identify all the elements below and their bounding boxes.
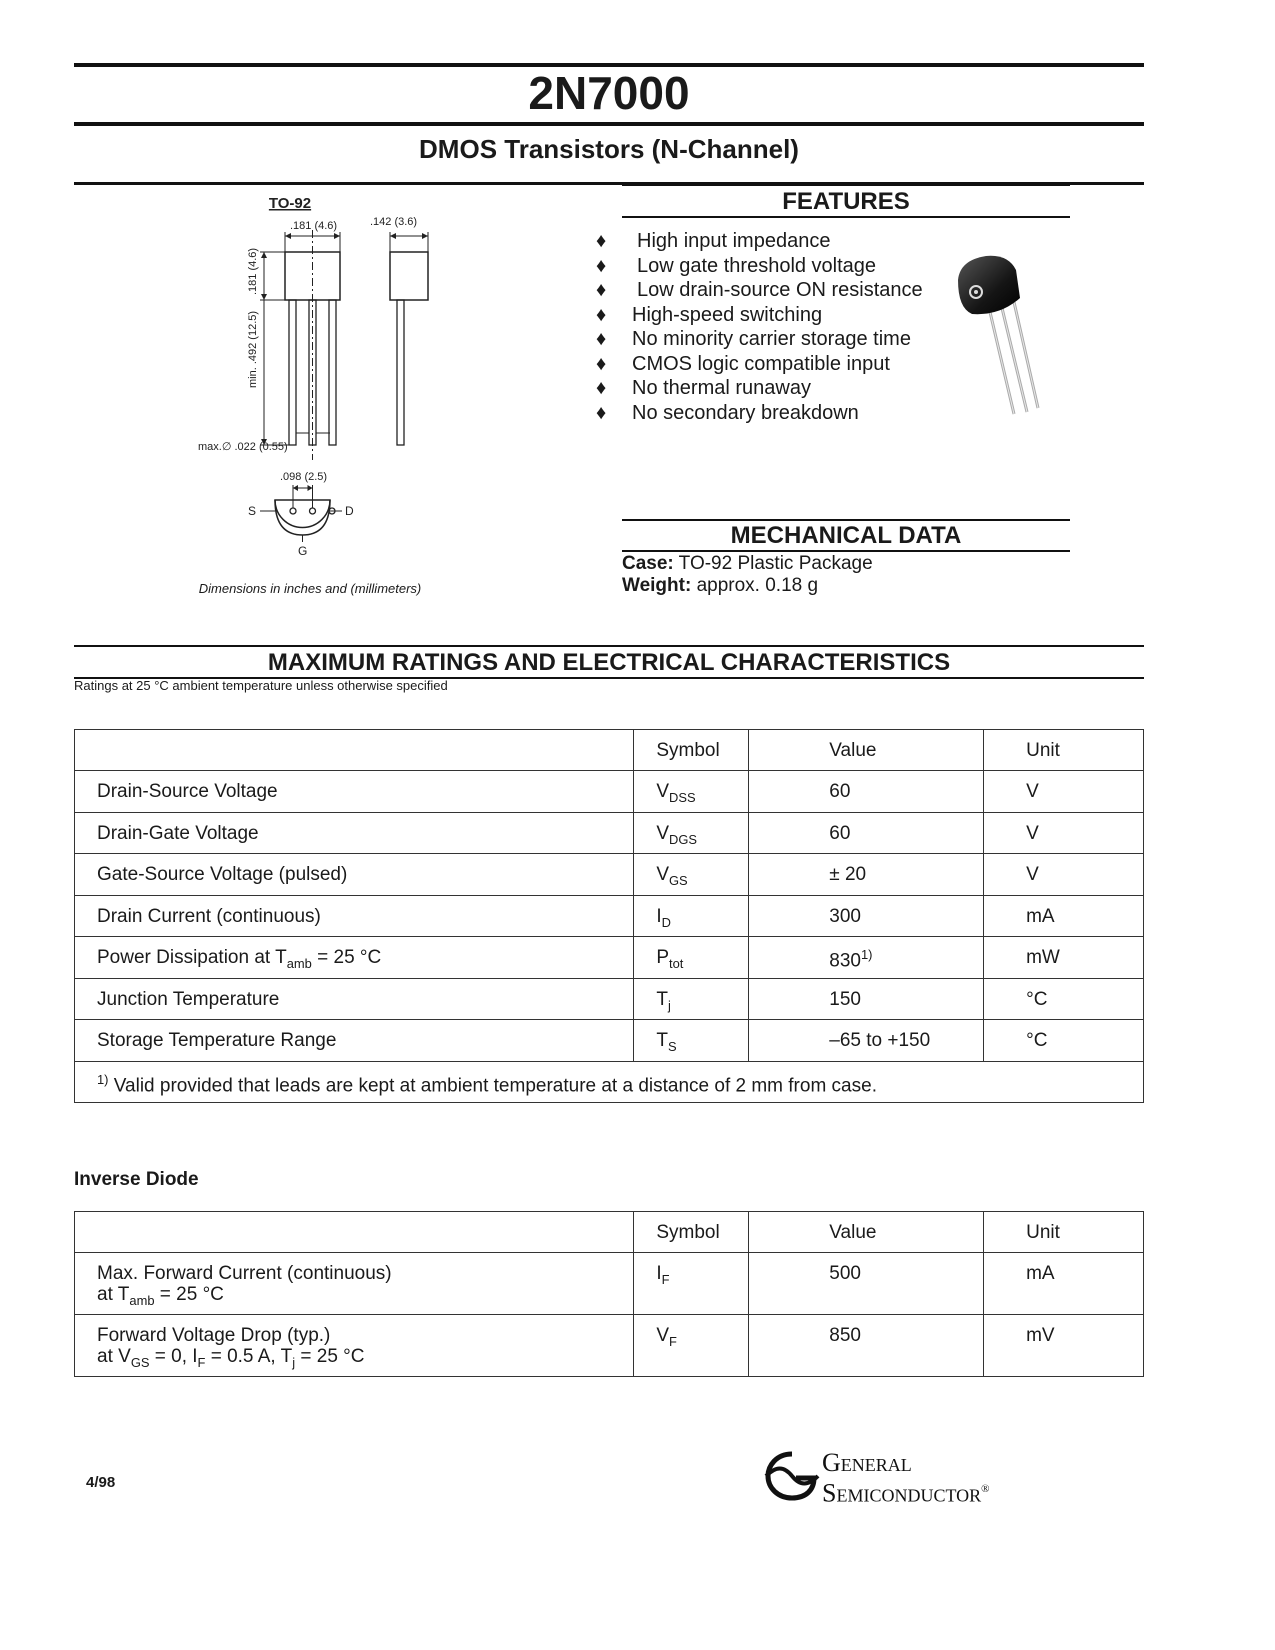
pin-d-label: D [345,504,354,518]
inverse-diode-table [74,1211,1144,1377]
table-cell [75,1212,634,1253]
to92-package-drawing [190,190,490,630]
mechanical-top-rule [622,519,1070,521]
dim-pitch-label: .098 (2.5) [280,471,328,483]
table-row: Max. Forward Current (continuous) at $T_{amb} = 25$ °C $I_F$ 500 mA [75,1253,1144,1315]
weight-line [622,575,818,597]
diamond-bullet-icon: ♦ [596,230,607,252]
case-line [622,553,873,575]
table-row: Drain-Gate Voltage $V_{DGS}$ 60 V [75,812,1144,854]
column-header-symbol: Symbol [634,1212,749,1253]
transistor-photo-icon [950,252,1050,424]
diamond-bullet-icon: ♦ [596,254,607,277]
feature-item: ♦ No thermal runaway [596,377,811,399]
table-row: Drain-Source Voltage $V_{DSS}$ 60 V [75,771,1144,813]
dim-width-label: .181 (4.6) [290,220,338,232]
feature-item: ♦ Low drain-source ON resistance [596,279,923,301]
diamond-bullet-icon: ♦ [596,401,607,424]
footnote-mark: 1) [97,1071,109,1087]
diamond-bullet-icon: ♦ [596,279,607,301]
dim-lead-dia-label: max.∅ .022 (0.55) [198,441,288,453]
column-header-unit: Unit [984,1212,1144,1253]
dim-height-label: .181 (4.6) [247,247,259,295]
table-cell [75,730,634,771]
brand-line-1: General [822,1448,912,1477]
column-header-unit: Unit [984,730,1144,771]
feature-item: ♦ High-speed switching [596,303,823,326]
feature-item: ♦ No secondary breakdown [596,401,859,424]
diamond-bullet-icon: ♦ [596,328,607,350]
table-row: Junction Temperature $T_j$ 150 °C [75,978,1144,1020]
date-code: 4/98 [86,1474,116,1491]
ratings-top-rule [74,645,1144,647]
ratings-table [74,729,1144,1103]
brand-line-2: Semiconductor [822,1478,982,1508]
pin-g-label: G [298,544,308,558]
package-label: TO-92 [268,195,312,212]
feature-item: ♦ No minority carrier storage time [596,328,911,350]
table-row: Gate-Source Voltage (pulsed) $V_{GS}$ ± 20 V [75,854,1144,896]
title-rule [74,122,1144,126]
case-value: TO-92 Plastic Package [673,553,873,574]
ratings-heading: MAXIMUM RATINGS AND ELECTRICAL CHARACTERISTICS [267,649,951,676]
table-row: Power Dissipation at $T_{amb} = 25$ °C $P_{tot}$ 830$^{1)}$ mW [75,937,1144,979]
pin-s-label: S [248,504,257,518]
feature-item: ♦ CMOS logic compatible input [596,352,890,375]
dim-lead-length-label: min. .492 (12.5) [247,310,259,388]
features-heading: FEATURES [782,188,910,215]
diamond-bullet-icon: ♦ [596,377,607,399]
case-label: Case: [622,553,674,574]
table-row: Storage Temperature Range $T_S$ –65 to +150 °C [75,1020,1144,1062]
features-top-rule [622,184,1070,186]
subtitle: DMOS Transistors (N-Channel) [419,134,799,164]
footnote-text: Valid provided that leads are kept at ambient temperature at a distance of 2 mm from case. [108,1074,877,1096]
mechanical-bottom-rule [622,550,1070,552]
ratings-note: Ratings at 25 °C ambient temperature unless otherwise specified [74,678,448,693]
inverse-diode-heading: Inverse Diode [74,1169,199,1190]
table-row: Forward Voltage Drop (typ.) at $V_{GS} = 0$, $I_F = 0.5$ A, $T_j = 25$ °C $V_F$ 850 mV [75,1315,1144,1377]
features-list [596,229,923,425]
column-header-value: Value [749,1212,984,1253]
footnote-row [75,1061,1144,1103]
table-header-row [75,730,1144,771]
column-header-value: Value [749,730,984,771]
registered-mark: ® [981,1483,990,1495]
diamond-bullet-icon: ♦ [596,352,607,375]
feature-item: ♦ Low gate threshold voltage [596,254,877,277]
table-header-row [75,1212,1144,1253]
weight-label: Weight: [622,575,692,596]
mechanical-heading: MECHANICAL DATA [730,522,962,549]
dimensions-caption: Dimensions in inches and (millimeters) [198,581,422,596]
dim-side-label: .142 (3.6) [370,216,418,228]
part-number-title: 2N7000 [528,67,690,119]
table-row: Drain Current (continuous) $I_D$ 300 mA [75,895,1144,937]
brand-name [822,1450,990,1507]
weight-value: approx. 0.18 g [691,575,819,596]
diamond-bullet-icon: ♦ [596,303,607,326]
feature-item: ♦ High input impedance [596,230,831,252]
general-semiconductor-logo-icon [762,1448,822,1504]
column-header-symbol: Symbol [634,730,749,771]
features-bottom-rule [622,216,1070,218]
